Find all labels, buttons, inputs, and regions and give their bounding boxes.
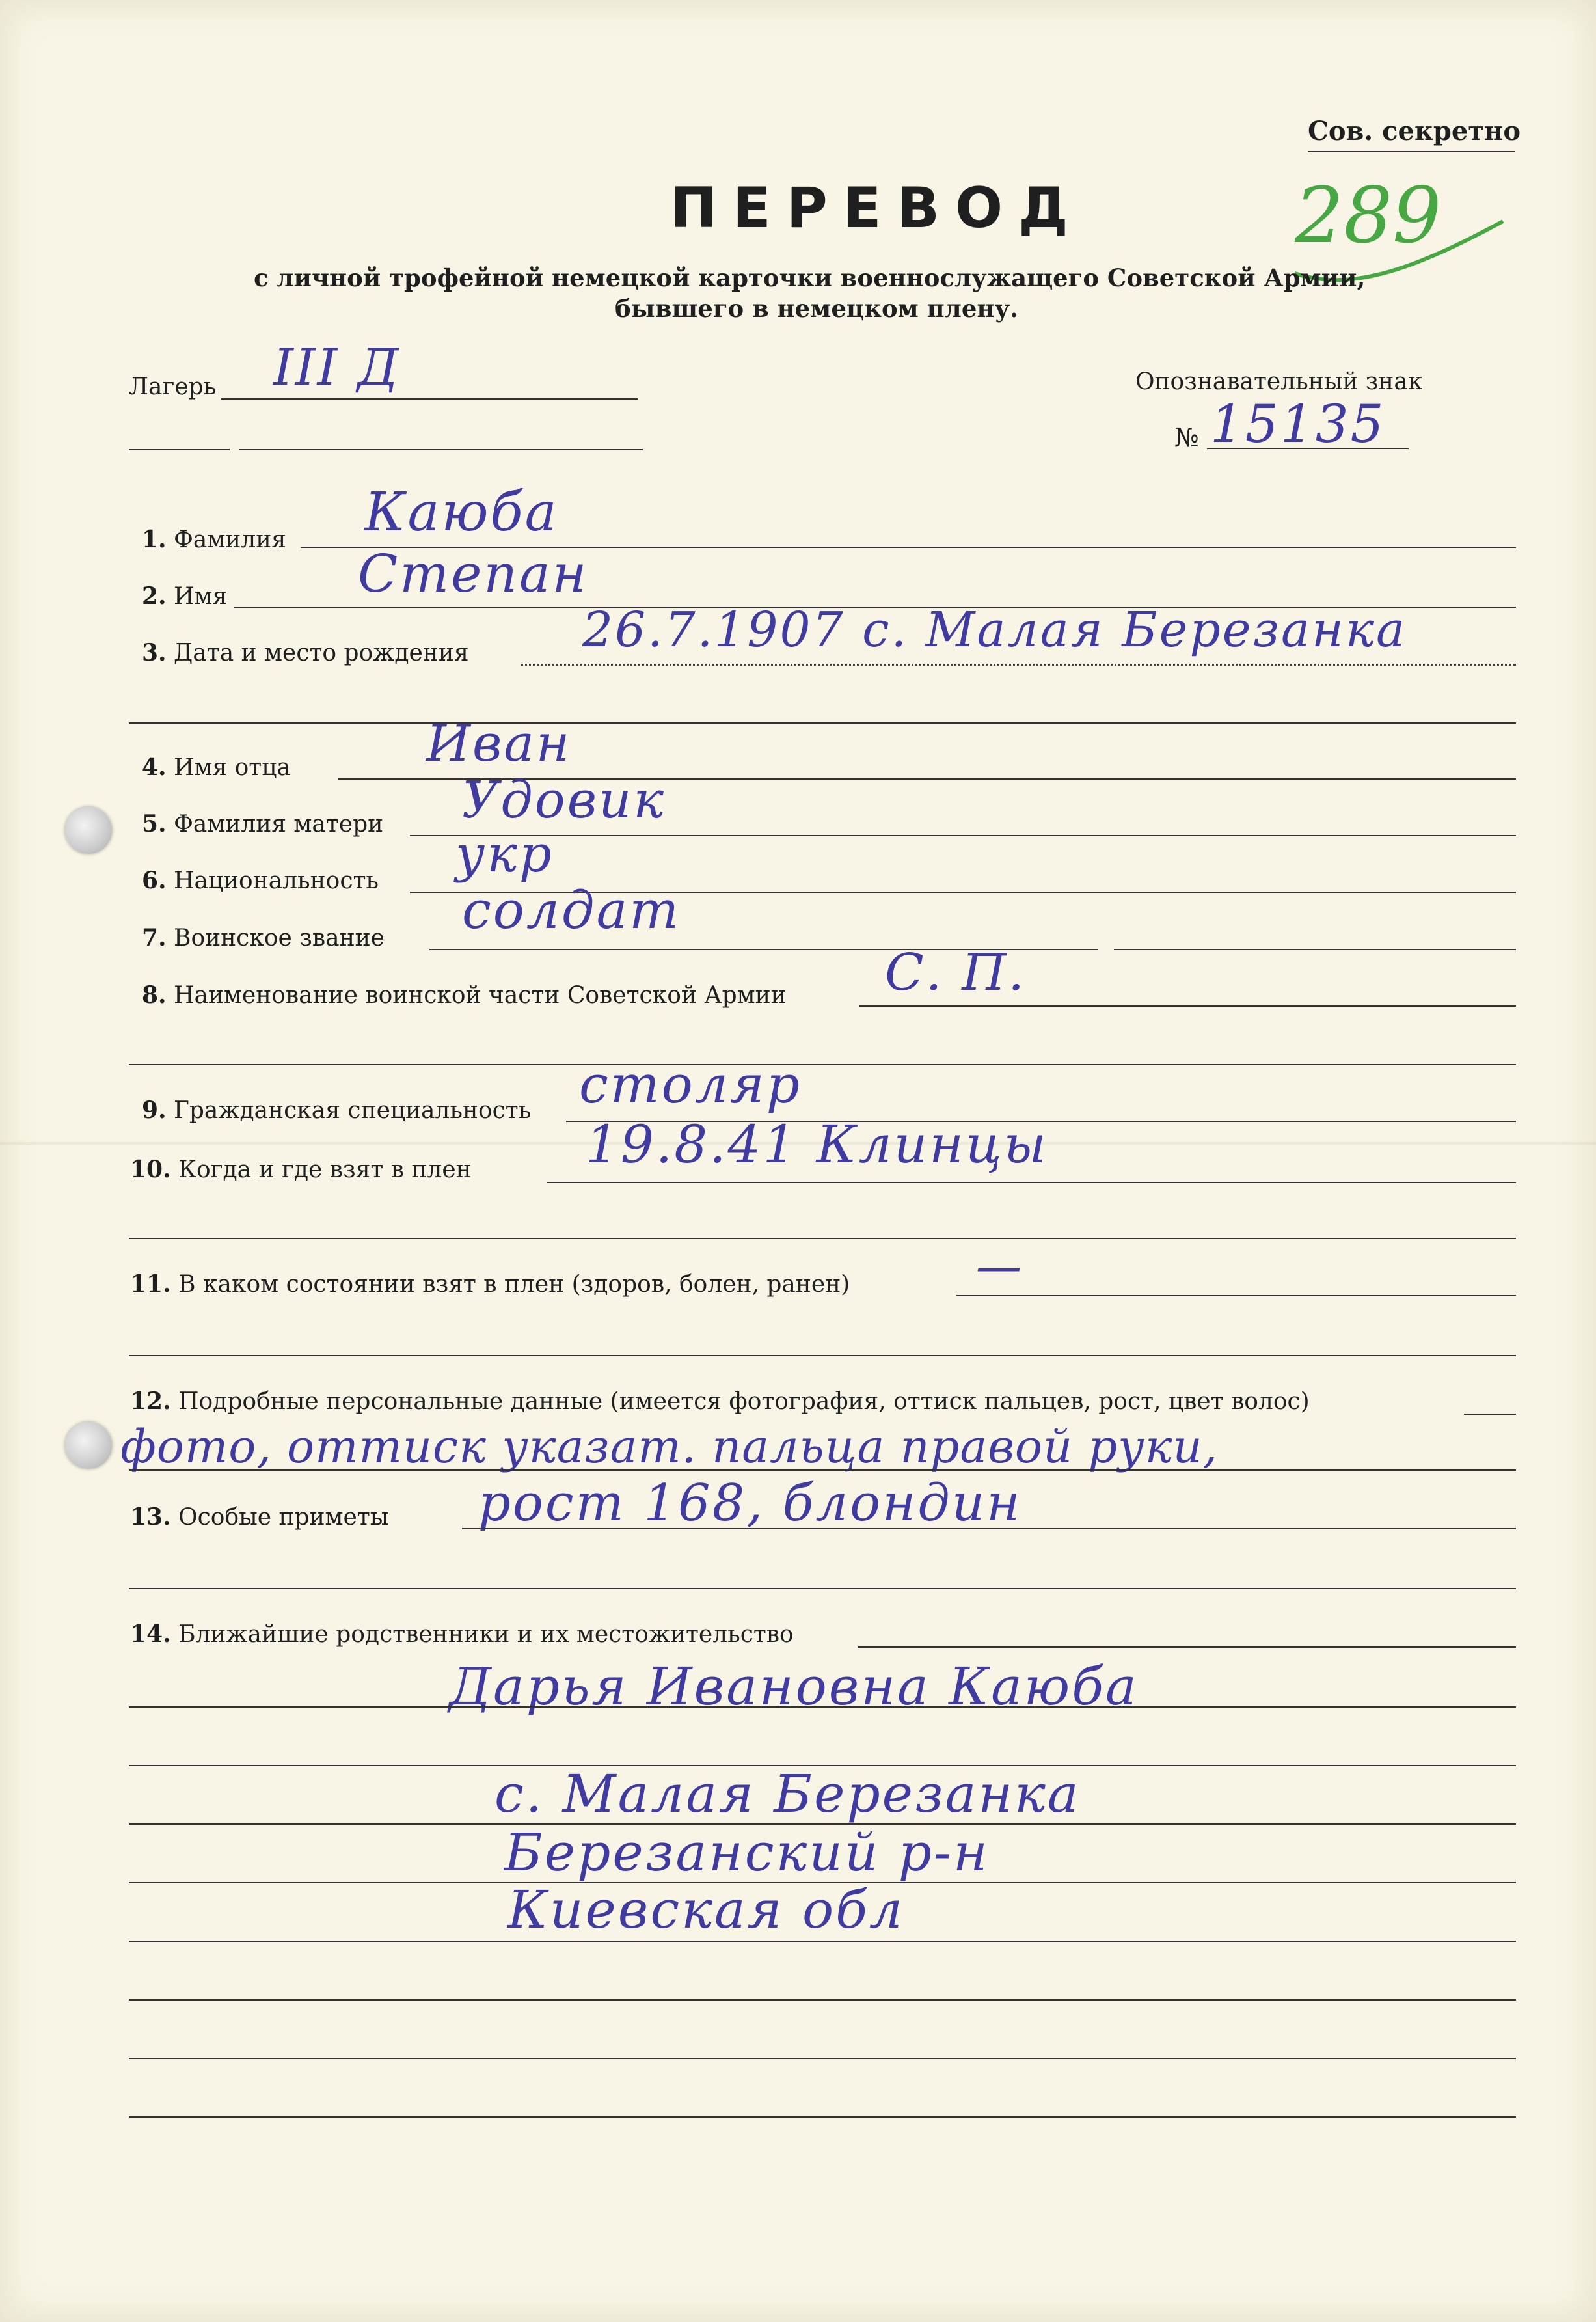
field-2-label [142,582,227,610]
field-13-value: рост 168, блондин [478,1474,1022,1533]
field-11-line [956,1295,1516,1296]
field-14-line-8 [129,2058,1516,2059]
subtitle-line-2: бывшего в немецком плену. [615,294,1019,323]
field-4-value: Иван [426,715,572,773]
field-13-text: Особые приметы [178,1504,389,1531]
field-14-value-line-1: Дарья Ивановна Каюба [449,1656,1139,1717]
camp-value: III Д [273,338,401,397]
field-2-text: Имя [174,583,228,610]
page-title: ПЕРЕВОД [670,176,1084,241]
field-10-extra-line [129,1238,1516,1239]
field-12-value: фото, оттиск указат. пальца правой руки, [120,1420,1218,1473]
field-14-value-line-4: Киевская обл [507,1879,904,1940]
field-8-value: С. П. [885,944,1027,1002]
field-14-text: Ближайшие родственники и их местожительство [178,1621,794,1648]
field-3-label [142,639,469,666]
field-5-text: Фамилия матери [174,811,384,838]
punch-hole-bottom [65,1422,112,1469]
field-4-text: Имя отца [174,754,291,781]
field-6-text: Национальность [174,867,379,894]
field-14-value-line-2: с. Малая Березанка [494,1764,1081,1824]
field-13-extra-line [129,1588,1516,1589]
field-1-text: Фамилия [174,526,286,553]
field-2-value: Степан [358,543,589,604]
field-11-num: 11. [130,1270,171,1298]
field-5-num: 5. [142,810,167,838]
field-11-label [130,1270,850,1298]
field-12-line [1464,1414,1516,1415]
field-10-num: 10. [130,1156,171,1183]
secret-stamp: Сов. секретно [1308,116,1521,146]
camp-label: Лагерь [129,374,217,400]
field-12-num: 12. [130,1387,171,1415]
field-3-line [521,664,1516,666]
field-13-label [130,1503,388,1531]
field-12-label [130,1387,1310,1415]
field-13-line [462,1528,1516,1529]
field-3-extra-line [129,722,1516,724]
field-2-num: 2. [142,582,167,610]
field-1-value: Каюба [364,482,559,543]
field-11-extra-line [129,1355,1516,1356]
field-6-label [142,867,379,894]
field-14-num: 14. [130,1620,171,1648]
field-9-text: Гражданская специальность [174,1097,532,1124]
field-14-value-line-3: Березанский р-н [504,1822,990,1883]
field-8-num: 8. [142,981,167,1009]
field-5-label [142,810,383,838]
ident-value: 15135 [1210,394,1386,454]
ident-line [1207,448,1409,449]
field-7-label [142,924,385,951]
field-14-line [858,1646,1516,1648]
field-10-line [547,1182,1516,1183]
field-4-label [142,754,291,781]
field-1-num: 1. [142,526,167,553]
field-12-text: Подробные персональные данные (имеется фотография, оттиск пальцев, рост, цвет волос) [178,1388,1310,1415]
field-13-num: 13. [130,1503,171,1531]
field-3-text: Дата и место рождения [174,640,469,666]
field-10-text: Когда и где взят в плен [178,1156,472,1183]
field-14-line-2 [129,1706,1516,1708]
field-14-line-6 [129,1941,1516,1942]
field-6-value: укр [455,825,554,884]
field-6-num: 6. [142,867,167,894]
field-11-value: — [976,1240,1023,1293]
ident-label: Опознавательный знак [1135,368,1423,395]
punch-hole-top [65,807,112,854]
ident-num-prefix: № [1174,423,1199,453]
field-10-value: 19.8.41 Клинцы [586,1114,1048,1175]
field-9-num: 9. [142,1097,167,1124]
field-7-num: 7. [142,924,167,951]
camp-extra-line-a [129,449,230,450]
archive-number: 289 [1295,171,1442,260]
field-8-extra-line [129,1064,1516,1065]
field-7-extra-line [1114,949,1516,950]
camp-extra-line-b [239,449,643,450]
field-8-line [859,1005,1516,1007]
field-4-num: 4. [142,754,167,781]
field-10-label [130,1156,472,1183]
subtitle-line-1: с личной трофейной немецкой карточки военнослужащего Советской Армии, [254,264,1366,292]
field-7-value: солдат [462,880,681,940]
field-9-value: столяр [579,1054,802,1115]
field-14-label [130,1620,794,1648]
field-14-line-7 [129,1999,1516,2001]
field-11-text: В каком состоянии взят в плен (здоров, болен, ранен) [178,1271,850,1298]
camp-line [221,398,638,400]
field-3-num: 3. [142,639,167,666]
field-5-line [410,835,1516,836]
field-8-text: Наименование воинской части Советской Армии [174,982,787,1009]
field-3-value: 26.7.1907 с. Малая Березанка [582,602,1407,658]
field-7-text: Воинское звание [174,925,385,951]
secret-underline [1308,151,1515,152]
field-1-label [142,526,286,553]
field-12-extra-line [129,1469,1516,1471]
field-5-value: Удовик [462,771,666,830]
field-8-label [142,981,787,1009]
field-14-line-9 [129,2116,1516,2118]
field-9-label [142,1097,531,1124]
